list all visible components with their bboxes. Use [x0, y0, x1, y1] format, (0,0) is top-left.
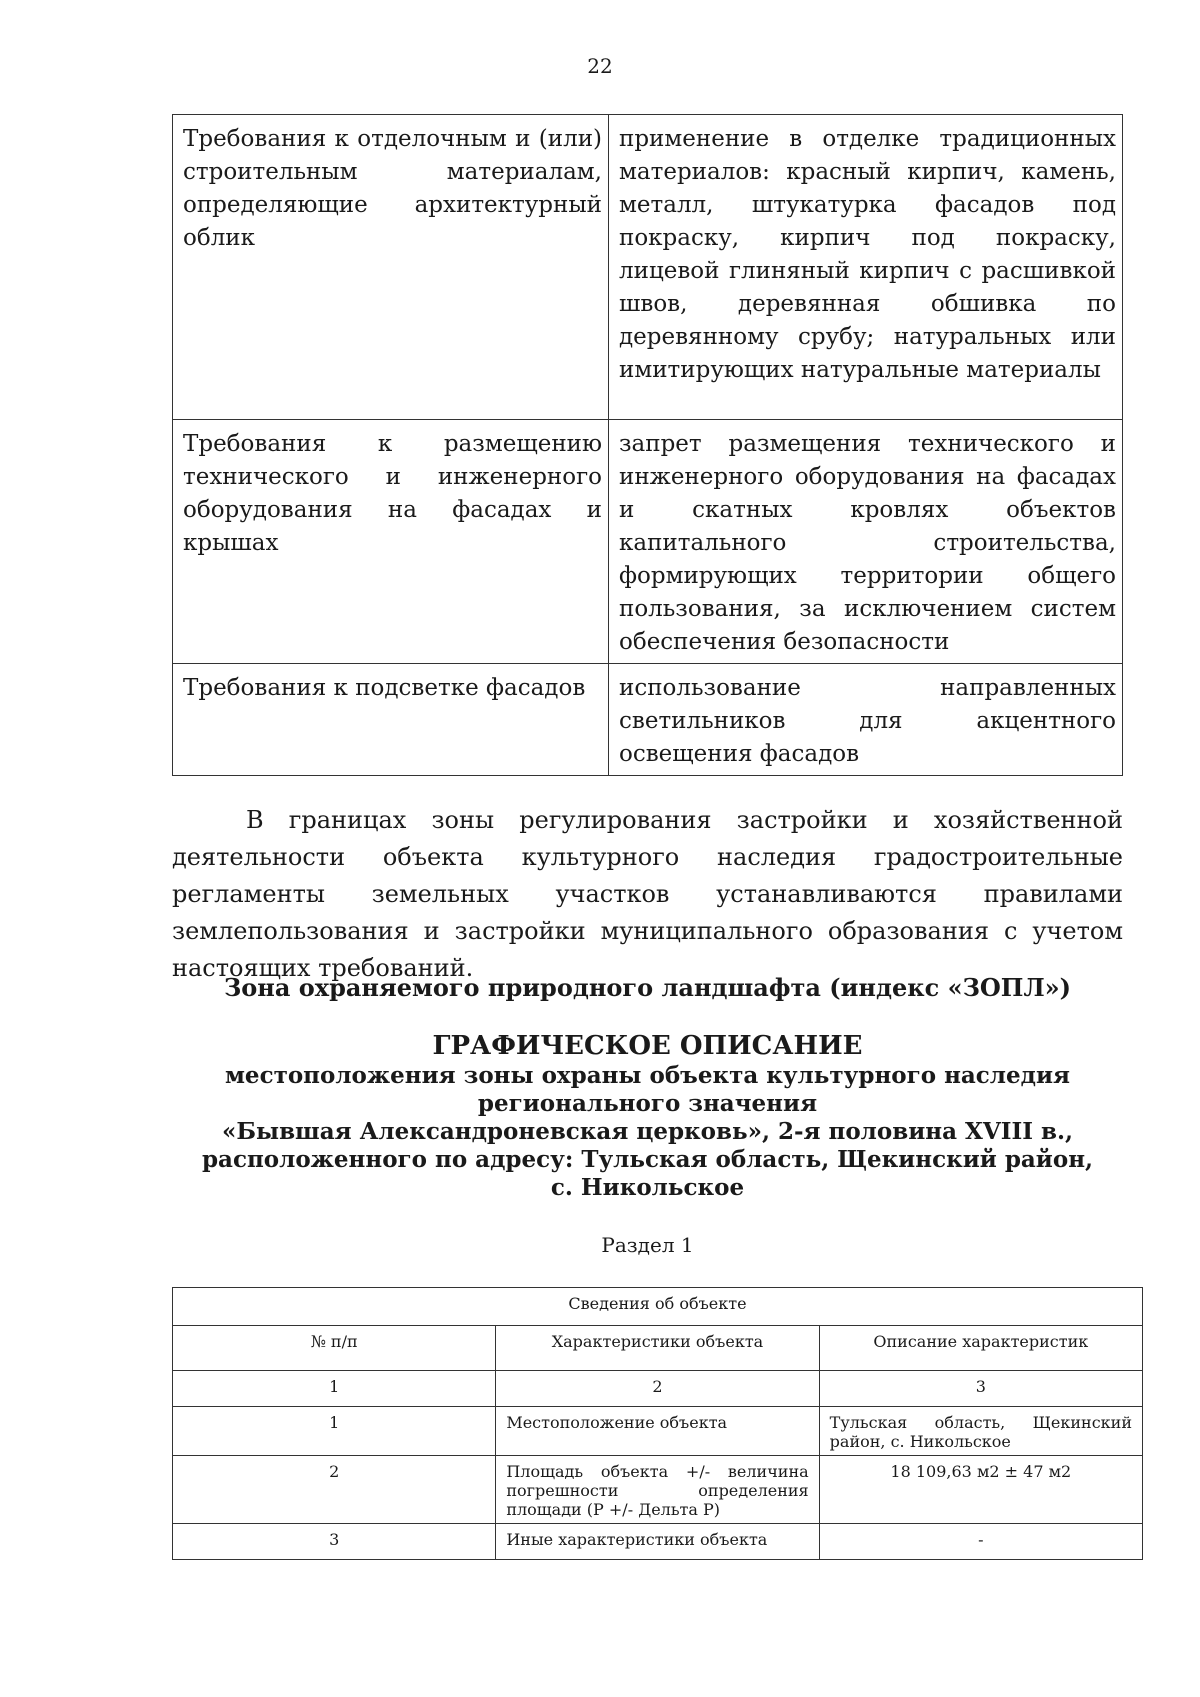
heading-line: местоположения зоны охраны объекта культурного наследия	[224, 1062, 1071, 1089]
row-characteristic: Иные характеристики объекта	[496, 1524, 819, 1560]
requirements-table	[172, 114, 1123, 776]
row-num: 2	[173, 1456, 496, 1524]
table-row	[173, 1288, 1143, 1326]
row-description: 18 109,63 м2 ± 47 м2	[819, 1456, 1142, 1524]
table-row	[173, 115, 1123, 420]
table-row	[173, 1456, 1143, 1524]
index-cell: 1	[173, 1371, 496, 1407]
body-paragraph: В границах зоны регулирования застройки и хозяйственной деятельности объекта культурного наследия градостроительные регламенты земельных участков устанавливаются правилами землепользования и застройки муниципального образования с учетом настоящих требований.	[172, 806, 1123, 982]
heading-main: ГРАФИЧЕСКОЕ ОПИСАНИЕ	[432, 1031, 863, 1061]
table-row	[173, 664, 1123, 776]
row-num: 1	[173, 1407, 496, 1456]
section-label: Раздел 1	[601, 1233, 694, 1257]
table-row	[173, 1326, 1143, 1371]
row-characteristic: Местоположение объекта	[496, 1407, 819, 1456]
requirement-cell: Требования к отделочным и (или) строительным материалам, определяющие архитектурный облик	[173, 115, 609, 420]
description-cell: запрет размещения технического и инженерного оборудования на фасадах и скатных кровлях объектов капитального строительства, формирующих территории общего пользования, за исключением систем обеспечения безопасности	[609, 420, 1123, 664]
index-cell: 2	[496, 1371, 819, 1407]
object-info-table	[172, 1287, 1143, 1560]
header-description: Описание характеристик	[819, 1326, 1142, 1371]
header-num: № п/п	[173, 1326, 496, 1371]
page-number: 22	[587, 54, 613, 78]
row-description: -	[819, 1524, 1142, 1560]
requirement-cell: Требования к размещению технического и инженерного оборудования на фасадах и крышах	[173, 420, 609, 664]
heading-line: с. Никольское	[550, 1174, 745, 1201]
row-num: 3	[173, 1524, 496, 1560]
table-row	[173, 420, 1123, 664]
table-row	[173, 1524, 1143, 1560]
row-description: Тульская область, Щекинский район, с. Никольское	[819, 1407, 1142, 1456]
table-caption: Сведения об объекте	[173, 1288, 1143, 1326]
index-cell: 3	[819, 1371, 1142, 1407]
graphic-description-heading	[172, 1030, 1123, 1202]
row-characteristic: Площадь объекта +/- величина погрешности определения площади (Р +/- Дельта Р)	[496, 1456, 819, 1524]
heading-line: регионального значения	[477, 1090, 818, 1117]
header-characteristic: Характеристики объекта	[496, 1326, 819, 1371]
table-row	[173, 1371, 1143, 1407]
heading-line: «Бывшая Александроневская церковь», 2-я половина XVIII в.,	[221, 1118, 1073, 1145]
requirement-cell: Требования к подсветке фасадов	[173, 664, 609, 776]
heading-line: расположенного по адресу: Тульская область, Щекинский район,	[201, 1146, 1094, 1173]
zone-title: Зона охраняемого природного ландшафта (индекс «ЗОПЛ»)	[223, 973, 1072, 1002]
table-row	[173, 1407, 1143, 1456]
description-cell: использование направленных светильников для акцентного освещения фасадов	[609, 664, 1123, 776]
description-cell: применение в отделке традиционных материалов: красный кирпич, камень, металл, штукатурка фасадов под покраску, кирпич под покраску, лицевой глиняный кирпич с расшивкой швов, деревянная обшивка по деревянному срубу; натуральных или имитирующих натуральные материалы	[609, 115, 1123, 420]
